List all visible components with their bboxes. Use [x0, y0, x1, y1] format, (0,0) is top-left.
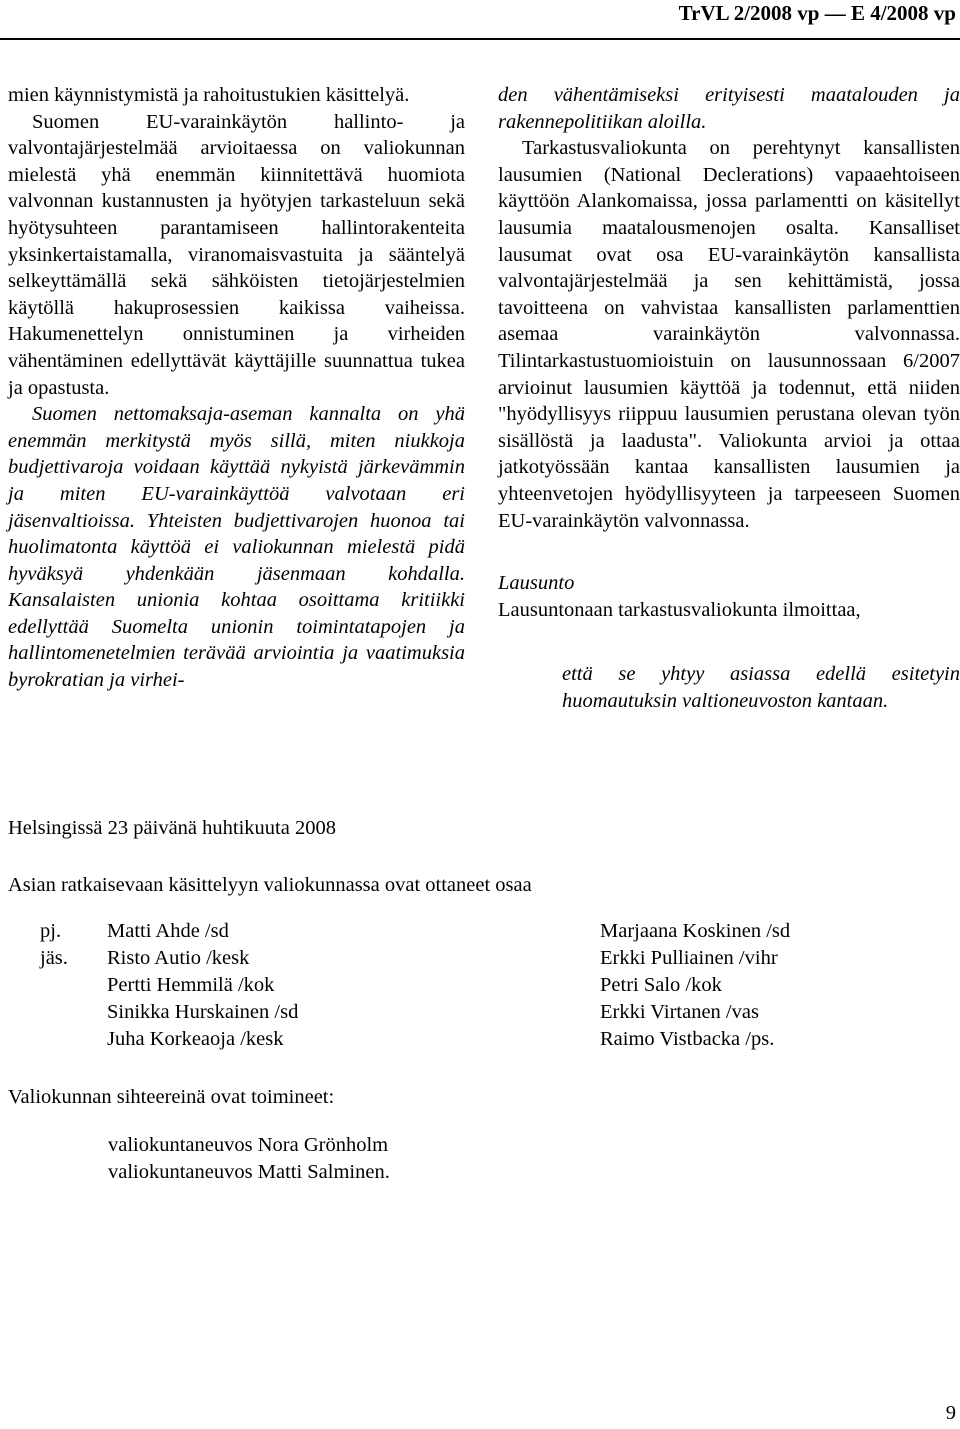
- place-date: Helsingissä 23 päivänä huhtikuuta 2008: [8, 817, 336, 839]
- document-header: TrVL 2/2008 vp — E 4/2008 vp: [678, 1, 956, 25]
- member-row: [40, 972, 298, 999]
- paragraph-text: Suomen EU-varainkäytön hallinto- ja valvontajärjestelmää arvioitaessa on valiokunnan mielestä yhä enemmän kiinnitettävä huomiota valvonnan kustannusten ja hyötyjen tarkasteluun sekä hyötysuhteen parantamiseen hallintorakenteita yksinkertaistamalla, viranomaisvastuita ja sääntelyä selkeyttämällä sekä sähköisten tietojärjestelmien käytöllä hakuprosessien kaikissa vaiheissa.: [8, 110, 465, 319]
- member-role: jäs.: [40, 947, 68, 969]
- paragraph-italic: Suomen nettomaksaja-aseman kannalta on yhä enemmän merkitystä myös sillä, miten niukkoja budjettivaroja voidaan käyttää nykyistä järkevämmin ja miten EU-varainkäyttöä valvotaan eri jäsenvaltioissa. Yhteisten budjettivarojen huonoa tai huolimatonta käyttöä ei valiokunnan mielestä pidä hyväksyä yhdenkään jäsenmaan kohdalla. Kansalaisten unionia kohtaa osoittama kritiikki edellyttää Suomelta unionin toimintatapojen ja hallintomenetelmien terävää arviointia ja vaatimuksia byrokratian ja virhei-: [8, 403, 465, 692]
- page-number: 9: [945, 1402, 956, 1424]
- member-row: [40, 918, 298, 945]
- paragraph: [8, 109, 465, 402]
- left-column: [8, 82, 465, 694]
- section-heading: Lausunto: [498, 572, 575, 595]
- secretaries-intro: Valiokunnan sihteereinä ovat toimineet:: [8, 1086, 335, 1108]
- member-name: Pertti Hemmilä /kok: [107, 974, 275, 996]
- right-column: [498, 82, 960, 714]
- member-row: [40, 1026, 298, 1053]
- member-name: Matti Ahde /sd: [107, 920, 229, 942]
- statement-intro: Lausuntonaan tarkastusvaliokunta ilmoittaa,: [498, 598, 861, 621]
- member-name: Erkki Pulliainen /vihr: [600, 947, 778, 969]
- members-right: [600, 918, 790, 1053]
- member-name: Marjaana Koskinen /sd: [600, 920, 791, 942]
- member-name: Risto Autio /kesk: [107, 947, 250, 969]
- members-left: [40, 918, 298, 1053]
- secretary-name: valiokuntaneuvos Nora Grönholm: [108, 1134, 389, 1156]
- paragraph-italic: den vähentämiseksi erityisesti maatalouden ja rakennepolitiikan aloilla.: [498, 84, 960, 133]
- paragraph: mien käynnistymistä ja rahoitustukien käsittelyä.: [8, 84, 410, 106]
- member-name: Sinikka Hurskainen /sd: [107, 1001, 299, 1023]
- participants-intro: Asian ratkaisevaan käsittelyyn valiokunnassa ovat ottaneet osaa: [8, 874, 532, 896]
- header-rule: [0, 38, 960, 40]
- member-name: Erkki Virtanen /vas: [600, 1001, 759, 1023]
- member-role: pj.: [40, 920, 62, 942]
- member-row: [40, 999, 298, 1026]
- secretary-name: valiokuntaneuvos Matti Salminen.: [108, 1161, 390, 1183]
- member-row: [40, 945, 298, 972]
- member-name: Petri Salo /kok: [600, 974, 722, 996]
- paragraph: Tarkastusvaliokunta on perehtynyt kansallisten lausumien (National Declerations) vapaaehtoiseen käyttöön Alankomaissa, jossa parlamentti on käsitellyt lausumia maatalousmenojen osalta. Kansalliset lausumat ovat osa EU-varainkäytön kansallista valvontajärjestelmää ja sen kehittämistä, jossa tavoitteena on vahvistaa kansallisten parlamenttien asemaa varainkäytön valvonnassa. Tilintarkastustuomioistuin on lausunnossaan 6/2007 arvioinut lausumien käyttöä ja todennut, että niiden "hyödyllisyys riippuu lausumien perustana olevan työn sisällöstä ja laadusta". Valiokunta arvioi ja ottaa jatkotyössään kantaa kansallisten lausumien ja yhteenvetojen hyödyllisyyteen ja tarpeeseen Suomen EU-varainkäytön valvonnassa.: [498, 137, 960, 532]
- secretaries-list: [108, 1132, 390, 1186]
- paragraph-text: Hakumenettelyn onnistuminen ja virheiden vähentäminen edellyttävät käyttäjille suunnattua tukea ja opastusta.: [8, 323, 465, 399]
- member-name: Juha Korkeaoja /kesk: [107, 1028, 284, 1050]
- statement: että se yhtyy asiassa edellä esitetyin huomautuksin valtioneuvoston kantaan.: [562, 663, 960, 712]
- member-name: Raimo Vistbacka /ps.: [600, 1028, 775, 1050]
